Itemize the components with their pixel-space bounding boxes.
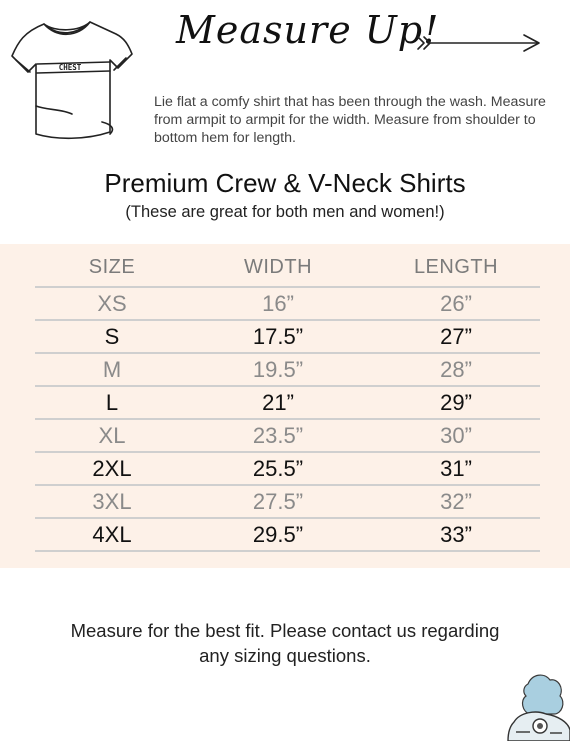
section-heading: Premium Crew & V-Neck Shirts	[104, 168, 466, 198]
size-cell: XS	[97, 290, 127, 316]
size-cell: 2XL	[92, 455, 132, 481]
page-title: Measure Up!	[176, 8, 440, 52]
table-row	[35, 288, 540, 321]
table-row	[35, 486, 540, 519]
footer-line-2: any sizing questions.	[199, 645, 371, 666]
width-cell: 27.5”	[252, 488, 304, 514]
column-header-length: LENGTH	[413, 255, 499, 278]
tshirt-illustration	[6, 10, 138, 148]
brand-logo-icon	[500, 670, 570, 741]
width-cell: 17.5”	[252, 323, 304, 349]
length-cell: 32”	[440, 488, 472, 514]
length-cell: 31”	[440, 455, 472, 481]
width-cell: 16”	[262, 290, 294, 316]
size-chart-panel	[0, 244, 570, 568]
size-cell: M	[102, 356, 122, 382]
table-row	[35, 387, 540, 420]
length-cell: 28”	[440, 356, 472, 382]
length-cell: 27”	[440, 323, 472, 349]
size-chart-header	[35, 248, 540, 288]
size-cell: 3XL	[92, 488, 132, 514]
width-cell: 23.5”	[252, 422, 304, 448]
length-cell: 30”	[440, 422, 472, 448]
length-cell: 26”	[440, 290, 472, 316]
table-row	[35, 354, 540, 387]
table-row	[35, 321, 540, 354]
size-cell: XL	[98, 422, 126, 448]
length-cell: 29”	[440, 389, 472, 415]
size-cell: L	[105, 389, 119, 415]
table-row	[35, 420, 540, 453]
footer-line-1: Measure for the best fit. Please contact us regarding	[70, 620, 500, 641]
width-cell: 19.5”	[252, 356, 304, 382]
width-cell: 25.5”	[252, 455, 304, 481]
width-cell: 29.5”	[252, 521, 304, 547]
arrow-right-icon	[414, 30, 544, 56]
table-row	[35, 519, 540, 552]
measuring-instructions: Lie flat a comfy shirt that has been through the wash. Measure from armpit to armpit for the width. Measure from shoulder to bottom hem for length.	[154, 94, 546, 146]
size-cell: S	[104, 323, 120, 349]
width-cell: 21”	[262, 389, 294, 415]
section-subheading: (These are great for both men and women!)	[125, 203, 445, 221]
table-row	[35, 453, 540, 486]
size-cell: 4XL	[92, 521, 132, 547]
column-header-size: SIZE	[88, 255, 136, 278]
footer-note	[0, 618, 570, 668]
column-header-width: WIDTH	[243, 255, 313, 278]
chest-label: CHEST	[58, 63, 82, 72]
length-cell: 33”	[440, 521, 472, 547]
